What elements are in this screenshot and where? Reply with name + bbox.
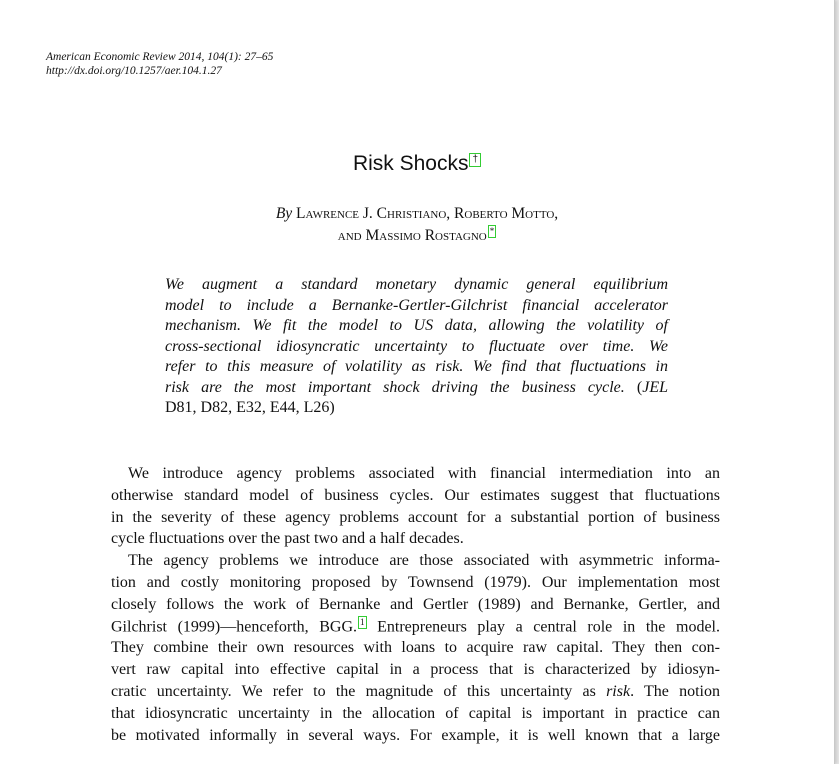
abstract-text: risk are the most important shock driving the business cycle.: [165, 378, 625, 396]
abstract-line: model to include a Bernanke-Gertler-Gilchrist financial accelerator: [165, 296, 668, 314]
paragraph-text: Entrepreneurs play a central role in the model.: [366, 617, 720, 635]
author-names-line2: Massimo Rostagno: [365, 227, 487, 245]
journal-citation: American Economic Review 2014, 104(1): 27–65: [46, 51, 274, 63]
abstract-line: refer to this measure of volatility as risk. We find that fluctuations in: [165, 358, 668, 375]
jel-codes: D81, D82, E32, E44, L26): [165, 399, 335, 416]
abstract-line: mechanism. We fit the model to US data, allowing the volatility of: [165, 317, 668, 334]
title-footnote-link[interactable]: †: [469, 153, 481, 167]
bgg-footnote-link[interactable]: 1: [360, 616, 365, 627]
paragraph-text: Gilchrist (1999)—henceforth, BGG.: [111, 617, 358, 635]
paper-title: [0, 151, 834, 177]
author-names-line1: Lawrence J. Christiano, Roberto Motto,: [296, 205, 559, 222]
author-block: [0, 203, 834, 247]
paragraph-line: be motivated informally in several ways. For example, it is well known that a large: [111, 726, 720, 744]
abstract: [165, 275, 668, 419]
title-text: Risk Shocks: [352, 152, 469, 175]
paragraph-line: The agency problems we introduce are those associated with asymmetric informa-: [128, 552, 720, 570]
paragraph-line: [111, 681, 720, 703]
paragraph-line: cycle fluctuations over the past two and a half decades.: [111, 530, 464, 548]
doi-link[interactable]: http://dx.doi.org/10.1257/aer.104.1.27: [46, 65, 222, 77]
paragraph-line: that idiosyncratic uncertainty in the allocation of capital is important in practice can: [111, 704, 720, 722]
abstract-text: (: [624, 378, 643, 396]
paragraph-line: They combine their own resources with loans to acquire raw capital. They then con-: [111, 639, 720, 657]
abstract-line: cross-sectional idiosyncratic uncertainty to fluctuate over time. We: [165, 337, 668, 355]
body-text: [111, 463, 720, 746]
jel-label: JEL: [642, 378, 669, 396]
journal-header: [46, 50, 273, 78]
paragraph-line: in the severity of these agency problems account for a substantial portion of business: [111, 508, 720, 526]
paragraph-line: vert raw capital into effective capital in a process that is characterized by idiosyn-: [111, 661, 720, 679]
paragraph-line: otherwise standard model of business cycles. Our estimates suggest that fluctuations: [111, 486, 720, 504]
paragraph-emphasis: risk: [606, 682, 631, 700]
author-footnote-link[interactable]: *: [489, 226, 495, 236]
paragraph-text: cratic uncertainty. We refer to the magnitude of this uncertainty as: [111, 682, 607, 700]
author-and: and: [337, 227, 362, 245]
paragraph-line: tion and costly monitoring proposed by Townsend (1979). Our implementation most: [111, 573, 720, 591]
paragraph-text: . The notion: [630, 682, 720, 700]
author-by: By: [275, 205, 293, 222]
abstract-line: [165, 378, 668, 399]
abstract-line: We augment a standard monetary dynamic general equilibrium: [165, 276, 668, 293]
paragraph-line: We introduce agency problems associated with financial intermediation into an: [128, 465, 720, 482]
paragraph-line: closely follows the work of Bernanke and Gertler (1989) and Bernanke, Gertler, and: [111, 595, 720, 613]
paragraph-line: [111, 616, 720, 638]
